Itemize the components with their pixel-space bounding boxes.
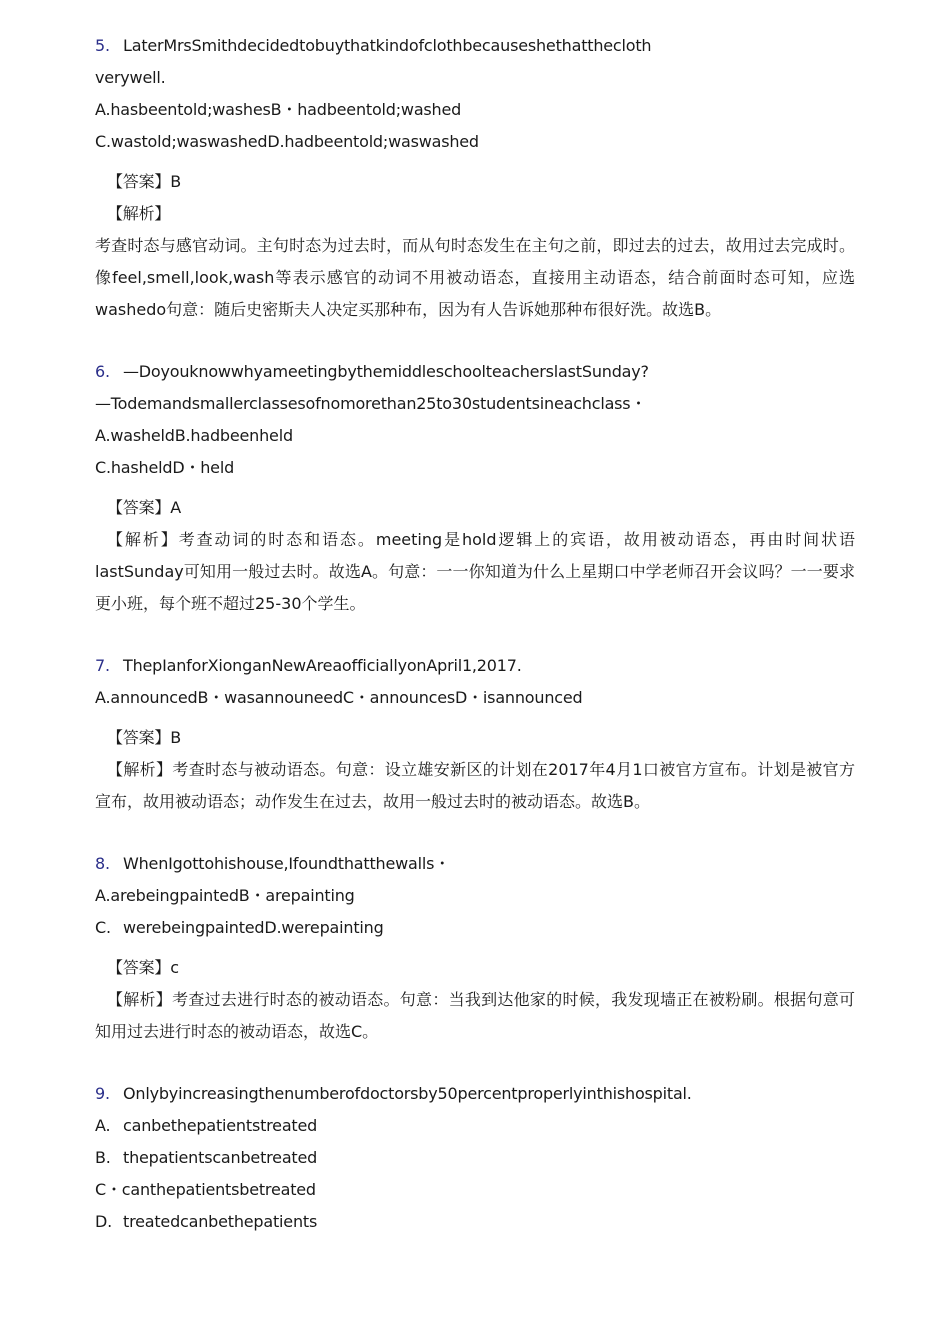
question-6-answer: 【答案】A xyxy=(107,498,181,517)
option-label: D. xyxy=(95,1212,113,1231)
option-label: A. xyxy=(95,1116,111,1135)
question-9-stem: 9. Onlybyincreasingthenumberofdoctorsby50percentproperlyinthishospital. xyxy=(95,1078,855,1110)
question-7-answer: 【答案】B xyxy=(107,728,181,747)
question-number: 8. xyxy=(95,854,110,873)
document-page xyxy=(95,30,855,1238)
question-8-stem: 8. WhenIgottohishouse,Ifoundthatthewalls・ xyxy=(95,848,855,880)
question-8-answer: 【答案】c xyxy=(107,958,179,977)
question-7-options: A.announcedB・wasannouneedC・announcesD・isannounced xyxy=(95,688,583,707)
question-9-option-a: A. canbethepatientstreated xyxy=(95,1110,855,1142)
question-number: 6. xyxy=(95,362,110,381)
question-6-stem: 6. —DoyouknowwhyameetingbythemiddleschoolteacherslastSunday? xyxy=(95,356,855,388)
question-9-option-b: B. thepatientscanbetreated xyxy=(95,1142,855,1174)
question-8-explanation: 【解析】考查过去进行时态的被动语态。句意：当我到达他家的时候，我发现墙正在被粉刷。根据句意可知用过去进行时态的被动语态，故选C。 xyxy=(95,990,855,1041)
question-number: 9. xyxy=(95,1084,110,1103)
question-9-option-c: C・canthepatientsbetreated xyxy=(95,1180,316,1199)
question-8-options-1: A.arebeingpaintedB・arepainting xyxy=(95,886,355,905)
question-7-stem: 7. ThepIanforXionganNewAreaofficiallyonApril1,2017. xyxy=(95,650,855,682)
option-label: C. xyxy=(95,918,111,937)
question-5-stem-continued: verywell. xyxy=(95,68,166,87)
question-6-options-1: A.washeldB.hadbeenheld xyxy=(95,426,293,445)
question-9-option-d: D. treatedcanbethepatients xyxy=(95,1206,855,1238)
question-8-options-2: C. werebeingpaintedD.werepainting xyxy=(95,912,855,944)
question-5-options-2: C.wastold;waswashedD.hadbeentold;waswashed xyxy=(95,132,479,151)
question-number: 5. xyxy=(95,36,110,55)
question-5-options-1: A.hasbeentold;washesB・hadbeentold;washed xyxy=(95,100,462,119)
question-5-explanation: 考查时态与感官动词。主句时态为过去时，而从句时态发生在主句之前，即过去的过去，故用过去完成时。像feel,smell,look,wash等表示感官的动词不用被动语态，直接用主动语态，结合前面时态可知，应选washedo句意：随后史密斯夫人决定买那种布，因为有人告诉她那种布很好洗。故选B。 xyxy=(95,236,855,319)
question-6-explanation: 【解析】考查动词的时态和语态。meeting是hold逻辑上的宾语，故用被动语态，再由时间状语lastSunday可知用一般过去时。故选A。句意：一一你知道为什么上星期口中学老师召开会议吗？一一要求更小班，每个班不超过25-30个学生。 xyxy=(95,530,855,613)
question-5-stem: 5. LaterMrsSmithdecidedtobuythatkindofclothbecauseshethatthecloth xyxy=(95,30,855,62)
question-6-stem-continued: —Todemandsmallerclassesofnomorethan25to30studentsineachclass・ xyxy=(95,394,647,413)
option-label: B. xyxy=(95,1148,111,1167)
question-5-answer: 【答案】B xyxy=(107,172,181,191)
question-7-explanation: 【解析】考查时态与被动语态。句意：设立雄安新区的计划在2017年4月1口被官方宣布。计划是被官方宣布，故用被动语态；动作发生在过去，故用一般过去时的被动语态。故选B。 xyxy=(95,760,855,811)
question-number: 7. xyxy=(95,656,110,675)
question-6-options-2: C.hasheldD・held xyxy=(95,458,235,477)
question-5-explanation-heading: 【解析】 xyxy=(107,204,171,223)
